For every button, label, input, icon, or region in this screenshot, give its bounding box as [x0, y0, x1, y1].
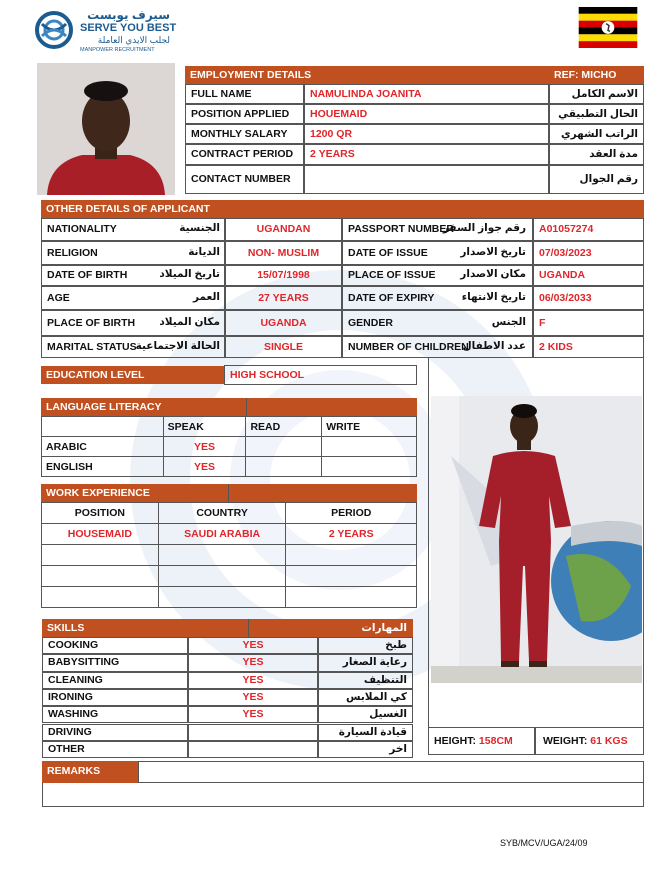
skill-label: DRIVING: [42, 724, 188, 741]
employment-label: FULL NAME: [185, 84, 304, 104]
skill-value: YES: [188, 637, 318, 654]
other-label-arabic: عدد الاطفال: [462, 340, 526, 352]
other-label-arabic: مكان الميلاد: [159, 316, 220, 328]
other-label-arabic: رقم جواز السفر: [442, 222, 526, 234]
other-value: 07/03/2023: [533, 241, 644, 265]
company-tagline: MANPOWER RECRUITMENT: [80, 47, 155, 53]
other-label: DATE OF ISSUE: [342, 241, 533, 265]
other-value: A01057274: [533, 218, 644, 241]
employment-value: 1200 QR: [304, 124, 549, 144]
skill-value: [188, 741, 318, 758]
company-arabic-tagline: لجلب الايدي العاملة: [97, 35, 170, 45]
other-value: NON- MUSLIM: [225, 241, 342, 265]
skill-label-arabic: طبخ: [318, 637, 413, 654]
skill-label: BABYSITTING: [42, 654, 188, 671]
globe-logo-icon: [34, 10, 74, 50]
employment-label-arabic: الراتب الشهري: [549, 124, 644, 144]
language-col-write: WRITE: [322, 417, 417, 437]
language-table: [41, 416, 417, 477]
weight-value: 61 KGS: [590, 735, 628, 747]
language-arabic: ARABIC: [42, 437, 164, 457]
language-english-read: [246, 457, 322, 477]
work-col-period: PERIOD: [286, 503, 417, 524]
education-level-label: EDUCATION LEVEL: [41, 366, 224, 384]
other-label: MARITAL STATUS: [41, 336, 225, 358]
other-label: DATE OF EXPIRY: [342, 286, 533, 310]
other-value: 2 KIDS: [533, 336, 644, 358]
language-col-read: READ: [246, 417, 322, 437]
other-label: NUMBER OF CHILDREN: [342, 336, 533, 358]
work-row-position: [42, 545, 159, 566]
other-label-arabic: مكان الاصدار: [460, 268, 526, 280]
other-value: F: [533, 310, 644, 336]
other-label-arabic: الجنس: [491, 316, 526, 328]
work-experience-header: WORK EXPERIENCE: [41, 484, 228, 502]
work-row-period: [286, 587, 417, 608]
skills-header-arabic: المهارات: [248, 619, 413, 637]
language-col-speak: SPEAK: [163, 417, 246, 437]
language-english-write: [322, 457, 417, 477]
skill-label-arabic: كي الملابس: [318, 689, 413, 706]
work-col-country: COUNTRY: [158, 503, 286, 524]
language-english-speak: YES: [163, 457, 246, 477]
skill-label: IRONING: [42, 689, 188, 706]
other-value: UGANDA: [533, 265, 644, 286]
work-row-period: 2 YEARS: [286, 524, 417, 545]
employment-label-arabic: الاسم الكامل: [549, 84, 644, 104]
company-arabic-name: سيرف يوبست: [87, 8, 170, 22]
height-value: 158CM: [478, 735, 513, 747]
other-label-arabic: الحالة الاجتماعية: [135, 340, 220, 352]
skill-label-arabic: التنظيف: [318, 672, 413, 689]
uganda-flag-icon: [578, 7, 638, 48]
work-row-country: [158, 545, 286, 566]
work-row-period: [286, 545, 417, 566]
other-value: 27 YEARS: [225, 286, 342, 310]
employment-value: HOUEMAID: [304, 104, 549, 124]
language-literacy-header: LANGUAGE LITERACY: [41, 398, 246, 416]
work-row-country: [158, 587, 286, 608]
weight-field: WEIGHT: 61 KGS: [535, 727, 644, 755]
reference-code: REF: MICHO: [549, 66, 644, 84]
employment-label-arabic: الحال التطبيقي: [549, 104, 644, 124]
other-value: 15/07/1998: [225, 265, 342, 286]
height-field: HEIGHT: 158CM: [428, 727, 535, 755]
footer-code: SYB/MCV/UGA/24/09: [500, 838, 588, 848]
other-label: GENDER: [342, 310, 533, 336]
skill-label-arabic: قيادة السيارة: [318, 724, 413, 741]
employment-value: [304, 165, 549, 194]
other-label: PASSPORT NUMBER: [342, 218, 533, 241]
skill-label-arabic: رعاية الصغار: [318, 654, 413, 671]
language-arabic-read: [246, 437, 322, 457]
employment-label-arabic: رقم الجوال: [549, 165, 644, 194]
remarks-box: [42, 783, 644, 807]
other-label-arabic: العمر: [192, 291, 220, 303]
work-row-position: [42, 587, 159, 608]
work-header-filler: [228, 484, 417, 502]
other-value: UGANDA: [225, 310, 342, 336]
remarks-label: REMARKS: [42, 761, 138, 783]
other-label-arabic: الديانة: [188, 246, 220, 258]
work-row-position: HOUSEMAID: [42, 524, 159, 545]
skill-label: COOKING: [42, 637, 188, 654]
employment-label-arabic: مدة العقد: [549, 144, 644, 165]
skills-header: SKILLS: [42, 619, 248, 637]
other-label-arabic: تاريخ الاصدار: [460, 246, 526, 258]
language-col-blank: [42, 417, 164, 437]
work-row-country: [158, 566, 286, 587]
employment-label: POSITION APPLIED: [185, 104, 304, 124]
language-header-filler: [246, 398, 417, 416]
language-arabic-write: [322, 437, 417, 457]
work-row-country: SAUDI ARABIA: [158, 524, 286, 545]
other-label-arabic: تاريخ الانتهاء: [461, 291, 526, 303]
work-experience-table: [41, 502, 417, 608]
other-label: AGE: [41, 286, 225, 310]
other-value: 06/03/2033: [533, 286, 644, 310]
skill-label: CLEANING: [42, 672, 188, 689]
applicant-portrait-photo: [37, 63, 175, 195]
other-value: UGANDAN: [225, 218, 342, 241]
other-label-arabic: تاريخ الميلاد: [159, 268, 220, 280]
language-arabic-speak: YES: [163, 437, 246, 457]
other-details-header: OTHER DETAILS OF APPLICANT: [41, 200, 644, 218]
work-col-position: POSITION: [42, 503, 159, 524]
skill-value: [188, 724, 318, 741]
other-label-arabic: الجنسية: [179, 222, 220, 234]
other-label: DATE OF BIRTH: [41, 265, 225, 286]
skill-value: YES: [188, 689, 318, 706]
other-label: NATIONALITY: [41, 218, 225, 241]
employment-label: CONTACT NUMBER: [185, 165, 304, 194]
skill-label-arabic: الغسيل: [318, 706, 413, 723]
employment-details-header: EMPLOYMENT DETAILS: [185, 66, 549, 84]
skill-label-arabic: اخر: [318, 741, 413, 758]
skill-value: YES: [188, 654, 318, 671]
work-row-position: [42, 566, 159, 587]
employment-value: NAMULINDA JOANITA: [304, 84, 549, 104]
education-level-value: HIGH SCHOOL: [224, 365, 417, 385]
employment-label: CONTRACT PERIOD: [185, 144, 304, 165]
language-english: ENGLISH: [42, 457, 164, 477]
company-name: SERVE YOU BEST: [80, 22, 177, 34]
skill-value: YES: [188, 672, 318, 689]
applicant-full-body-photo: [431, 396, 642, 683]
skill-label: OTHER: [42, 741, 188, 758]
other-value: SINGLE: [225, 336, 342, 358]
employment-value: 2 YEARS: [304, 144, 549, 165]
skill-value: YES: [188, 706, 318, 723]
other-label: PLACE OF ISSUE: [342, 265, 533, 286]
work-row-period: [286, 566, 417, 587]
employment-label: MONTHLY SALARY: [185, 124, 304, 144]
other-label: RELIGION: [41, 241, 225, 265]
remarks-value: [138, 761, 644, 783]
skill-label: WASHING: [42, 706, 188, 723]
other-label: PLACE OF BIRTH: [41, 310, 225, 336]
